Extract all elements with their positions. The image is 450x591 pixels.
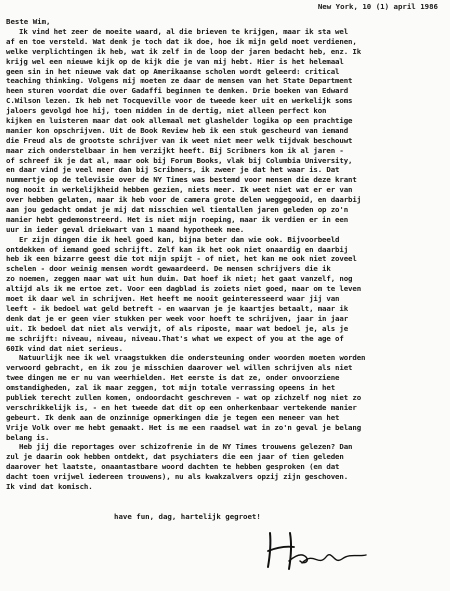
letter-line: daarover het laatste, onaantastbare woord dachten te hebben gesproken (en dat (6, 462, 340, 472)
letter-line: C.Wilson lezen. Ik heb net Tocqueville voor de tweede keer uit en werkelijk soms (6, 96, 353, 106)
letter-line: verwoord gebracht, en ik zou je misschien daarover wel willen schrijven als niet (6, 363, 353, 373)
letter-line: denk dat je er geen vier stukken per week voor hoeft te schrijven, jaar in jaar (6, 313, 349, 323)
letter-line: omstandigheden, zal ik maar zeggen, tot mijn totale verrassing opeens in het (6, 383, 336, 393)
letter-line: leeft - ik bedoel wat geld betreft - en waarvan je je kaartjes betaalt, maar ik (6, 303, 349, 313)
letter-line: Vrije Volk over me hebt gemaakt. Het is me een raadsel wat in zo'n geval je belang (6, 422, 362, 432)
letter-line: 60Ik vind dat niet serieus. (6, 343, 123, 353)
letter-line: jaloers gevolgd hoe hij, toen midden in de dertig, niet alleen perfect kon (6, 106, 327, 116)
letter-line: krijg wel een nieuwe kijk op de kijk die je van mij hebt. Hier is het helemaal (6, 56, 344, 66)
letter-line: Ik vind dat komisch. (6, 481, 93, 491)
letter-line: over hebben gelaten, maar ik heb voor de camera grote delen weggegooid, en daarbij (6, 195, 362, 205)
letter-line: heen sturen voordat die over Gadaffi beginnen te denken. Drie boeken van Edward (6, 86, 349, 96)
letter-line: manier hebt gedemonstreerd. Het is niet mijn roeping, maar ik verdien er in een (6, 214, 349, 224)
letter-line: nog nooit in werkelijkheid hebben gezien, niets meer. Ik weet niet wat er er van (6, 185, 353, 195)
letter-line: geen sin in het nieuwe vak dat op Amerikaanse scholen wordt geleerd: critical (6, 66, 340, 76)
letter-line: ontdekken of iemand goed schrijft. Zelf kan ik het ook niet onaardig en daarbij (6, 244, 349, 254)
letter-line: Natuurlijk nee ik wel vraagstukken die ondersteuning onder woorden moeten worden (6, 353, 366, 363)
letter-closing: have fun, dag, hartelijk gegroet! (114, 512, 261, 521)
handwritten-signature (262, 527, 372, 573)
letter-line: verschrikkelijk is, - en het tweede dat dit op een onherkenbaar vertekende manier (6, 402, 357, 412)
letter-line: publiek terecht zullen komen, ondoordacht geschreven - wat op zichzelf nog niet zo (6, 392, 362, 402)
letter-line: Ik vind het zeer de moeite waard, al die brieven te krijgen, maar ik sta wel (6, 27, 349, 36)
letter-salutation: Beste Wim, (6, 17, 51, 26)
letter-line: nummertje op de televisie over de NY Times was bestemd voor mensen die deze krant (6, 175, 357, 185)
letter-line: welke verplichtingen ik heb, wat ik zelf in de loop der jaren bedacht heb, enz. Ik (6, 46, 362, 56)
letter-line: altijd als ik me ertoe zet. Voor een dagblad is zoiets niet goed, maar om te leven (6, 284, 362, 294)
letter-line: uit. Ik bedoel dat niet als verwijt, of als riposte, maar wat bedoel je, als je (6, 323, 349, 333)
letter-line: kijken en luisteren maar dat ook allemaal met glashelder logika op een prachtige (6, 116, 353, 126)
letter-line: af en toe versteld. Wat denk je toch dat ik doe, hoe ik mijn geld moet verdienen, (6, 36, 357, 46)
letter-date: New York, 10 (1) april 1986 (317, 2, 438, 11)
letter-line: maar zich onderstelbaar in hem verzijkt heeft. Bij Scribners kom ik al jaren - (6, 145, 344, 155)
letter-line: aan jou gedacht omdat je mij dat misschien wel tientallen jaren geleden op zo'n (6, 205, 349, 215)
letter-line: Er zijn dingen die ik heel goed kan, bijna beter dan wie ook. Bijvoorbeeld (6, 234, 340, 244)
letter-line: belang is. (6, 432, 50, 442)
letter-line: en daar vind je veel meer dan bij Scribners, ik zweer je dat het waar is. Dat (6, 165, 340, 175)
letter-line: moet ik daar wel in schrijven. Het heeft me nooit geinteresseerd waar jij van (6, 294, 340, 304)
letter-line: of schreef ik je dat al, maar ook bij Forum Books, vlak bij Columbia University, (6, 155, 353, 165)
letter-line: die Freud als de grootste schrijver van ik weet niet meer welk tijdvak beschouwt (6, 135, 353, 145)
letter-line: zul je daarin ook hebben ontdekt, dat psychiaters die een jaar of tien geleden (6, 452, 344, 462)
letter-line: me schrijft: niveau, niveau, niveau.That's what we expect of you at the age of (6, 333, 344, 343)
letter-body (6, 27, 446, 492)
letter-line: schelen - door weinig mensen wordt gewaardeerd. De mensen schrijvers die ik (6, 264, 331, 274)
letter-line: heb ik een bizarre geest die tot mijn spijt - of niet, het kan me ook niet zoveel (6, 254, 357, 264)
letter-line: twee dingen me er nu van weerhielden. Het eerste is dat ze, onder onvoorziene (6, 373, 340, 383)
letter-line: Heb jij die reportages over schizofrenie in de NY Times trouwens gelezen? Dan (6, 442, 353, 452)
letter-line: teaching thinking. Volgens mij moeten ze daar de mensen van het State Department (6, 76, 353, 86)
letter-line: zo noemen, zeggen maar wat uit hun duim. Dat hoef ik niet; het gaat vanzelf, nog (6, 274, 353, 284)
letter-line: uur in ieder geval driekwart van 1 maand hypotheek mee. (6, 224, 245, 234)
letter-line: gebeurt. Ik denk aan de onzinnige opmerkingen die je tegen een meneer van het (6, 412, 340, 422)
letter-line: dacht toen vrijwel iedereen trouwens), nu als kwakzalvers opzij zijn geschoven. (6, 472, 349, 482)
letter-line: manier kon opschrijven. Uit de Book Review heb ik een stuk gescheurd van iemand (6, 125, 349, 135)
